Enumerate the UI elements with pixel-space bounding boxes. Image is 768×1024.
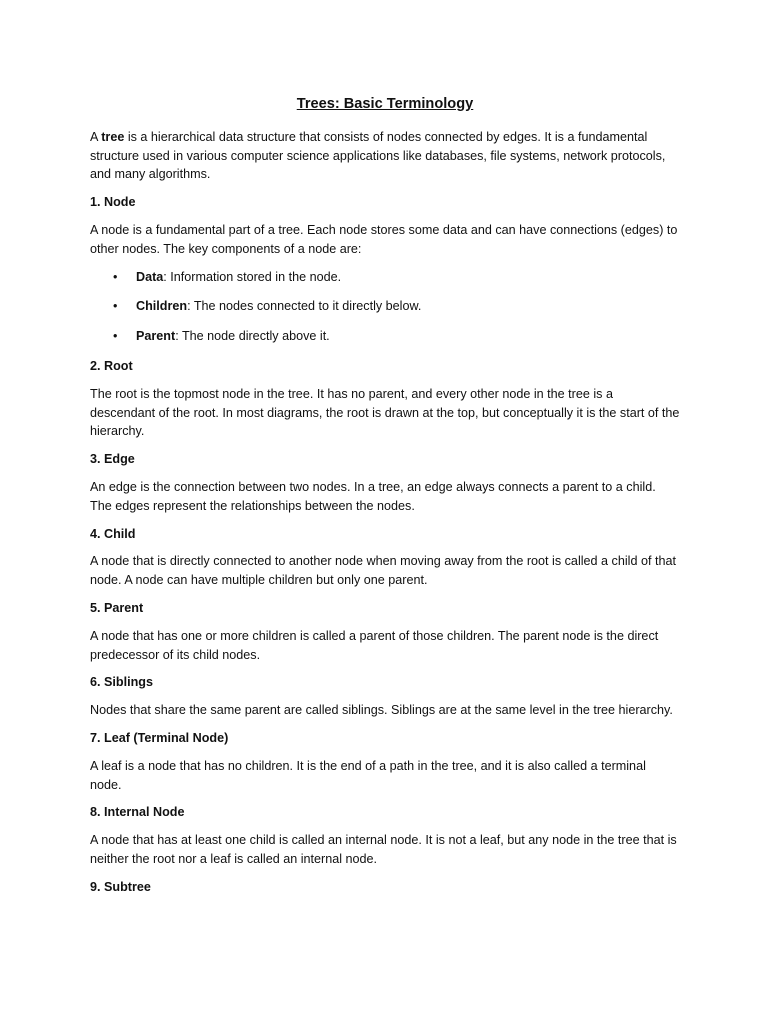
section-text-root: The root is the topmost node in the tree. It has no parent, and every other node in the tree is a descendant of the root. In most diagrams, the root is drawn at the top, but conceptually it is the start of the hierarchy. <box>90 386 680 439</box>
section-text-edge: An edge is the connection between two nodes. In a tree, an edge always connects a parent to a child. The edges represent the relationships between the nodes. <box>90 479 656 513</box>
section-heading-internal-node: 8. Internal Node <box>90 805 185 820</box>
bullet-icon: • <box>113 269 118 284</box>
page-title: Trees: Basic Terminology <box>296 96 474 112</box>
intro-term: tree <box>101 129 125 144</box>
section-text-siblings: Nodes that share the same parent are called siblings. Siblings are at the same level in the tree hierarchy. <box>90 703 673 718</box>
bullet-desc: : The node directly above it. <box>175 329 330 344</box>
section-heading-siblings: 6. Siblings <box>90 675 153 690</box>
list-item <box>90 268 680 287</box>
list-item <box>90 297 680 316</box>
node-components-list <box>90 268 680 346</box>
document-body <box>90 95 680 906</box>
section-text-leaf: A leaf is a node that has no children. It is the end of a path in the tree, and it is also called a terminal node. <box>90 758 646 792</box>
section-heading-root: 2. Root <box>90 358 133 373</box>
intro-paragraph <box>90 128 680 184</box>
section-text-node: A node is a fundamental part of a tree. Each node stores some data and can have connections (edges) to other nodes. The key components of a node are: <box>90 222 678 256</box>
bullet-icon: • <box>113 299 118 314</box>
section-text-internal-node: A node that has at least one child is called an internal node. It is not a leaf, but any node in the tree that is neither the root nor a leaf is called an internal node. <box>90 833 677 866</box>
intro-pre: A <box>90 129 102 144</box>
list-item <box>90 327 680 346</box>
section-text-child: A node that is directly connected to another node when moving away from the root is called a child of that node. A node can have multiple children but only one parent. <box>90 554 676 588</box>
bullet-icon: • <box>113 329 118 344</box>
section-heading-leaf: 7. Leaf (Terminal Node) <box>90 730 229 745</box>
bullet-desc: : The nodes connected to it directly below. <box>187 299 422 314</box>
bullet-term: Children <box>136 299 188 314</box>
bullet-term: Parent <box>136 329 176 344</box>
section-heading-edge: 3. Edge <box>90 452 135 467</box>
section-heading-child: 4. Child <box>90 526 136 541</box>
bullet-term: Data <box>136 269 164 284</box>
section-heading-subtree: 9. Subtree <box>90 879 151 894</box>
section-heading-parent: 5. Parent <box>90 600 144 615</box>
section-text-parent: A node that has one or more children is called a parent of those children. The parent node is the direct predecessor of its child nodes. <box>90 628 659 662</box>
section-heading-node: 1. Node <box>90 195 136 210</box>
bullet-desc: : Information stored in the node. <box>163 269 342 284</box>
intro-post: is a hierarchical data structure that consists of nodes connected by edges. It is a fundamental structure used in various computer science applications like databases, file systems, network protocols, and many algorithms. <box>90 129 666 182</box>
